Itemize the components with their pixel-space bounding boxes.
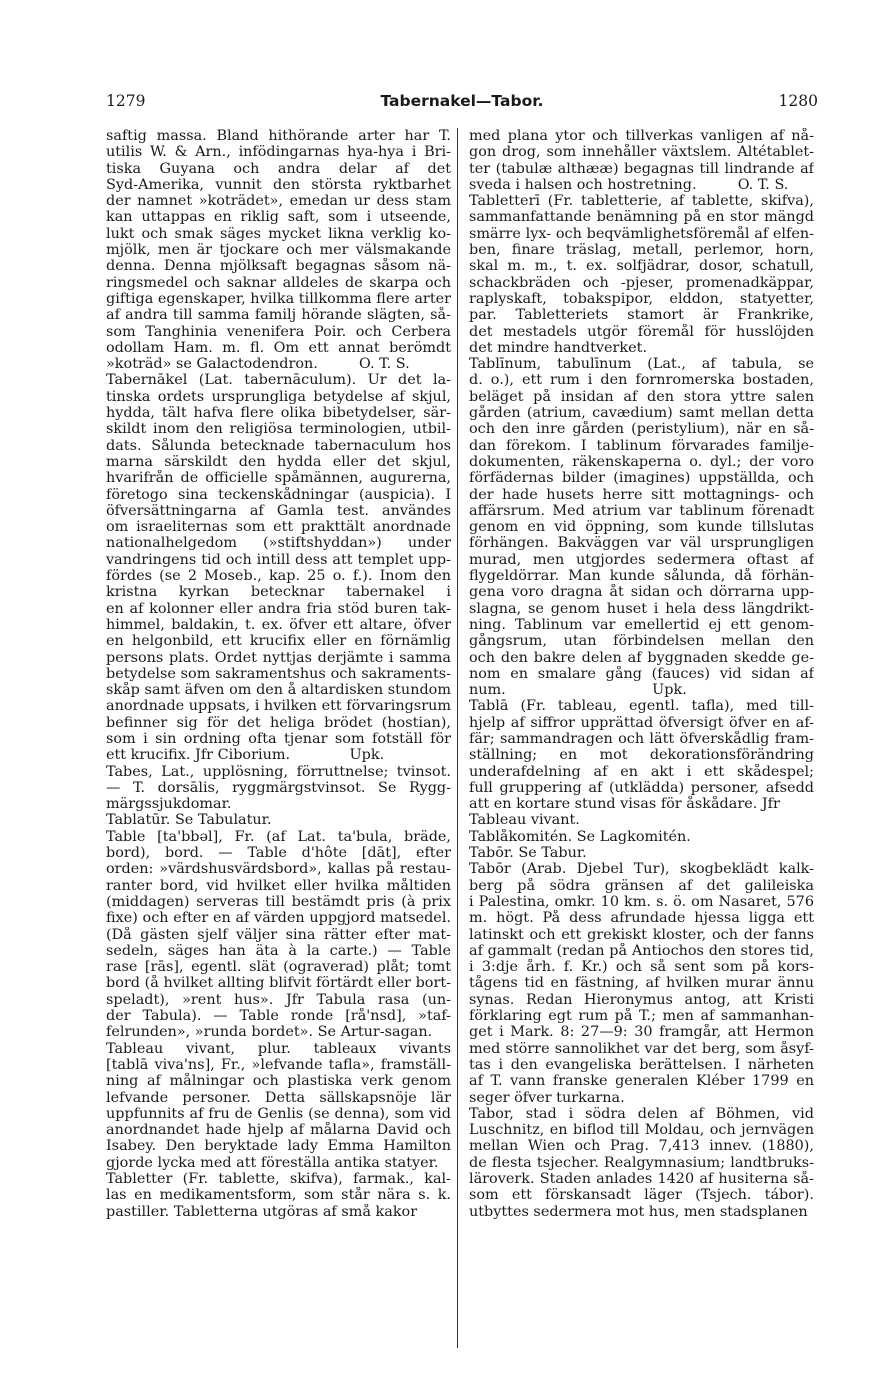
text-line: mjölk, men är tjockare och mer välsmakande (106, 242, 451, 259)
text-line: uppfunnits af fru de Genlis (se denna), som vid (106, 1105, 451, 1122)
text-line: fixe) och efter en af värden uppgjord matsedel. (106, 910, 451, 927)
text-line: utbyttes sedermera mot hus, men stadsplanen (469, 1203, 808, 1220)
text-line: get i Mark. 8: 27—9: 30 framgår, att Hermon (469, 1024, 814, 1041)
text-line: ter (tabulæ althææ) begagnas till lindrande af (469, 160, 814, 177)
text-line: odollam Ham. m. fl. Om ett annat berömdt (106, 339, 451, 356)
text-line: nationalhelgedom (»stiftshyddan») under (106, 535, 451, 552)
text-line: himmel, baldakin, t. ex. öfver ett altare, öfver (106, 616, 451, 633)
text-line: att en kortare stund visas för åskådare. Jfr (469, 796, 780, 813)
text-line: det mestadels utgör föremål för husslöjden (469, 323, 814, 340)
text-line: af andra till samma familj hörande slägten, så- (106, 307, 451, 324)
text-line: lukt och smak säges mycket likna verklig ko- (106, 225, 451, 242)
text-line: Tabōr. Se Tabur. (469, 845, 587, 862)
text-line: som Tanghinia venenifera Poir. och Cerbera (106, 323, 451, 340)
text-line: underafdelning af en akt i ett skådespel; (469, 763, 814, 780)
text-line: sedeln, säges han äta à la carte.) — Table (106, 942, 451, 959)
text-line: Isabey. Den beryktade lady Emma Hamilton (106, 1138, 451, 1155)
text-line: orden: »värdshusvärdsbord», kallas på restau- (106, 861, 451, 878)
text-line: d. o.), ett rum i den fornromerska bostaden, (469, 372, 814, 389)
page-header (106, 92, 818, 112)
text-line: skal m. m., t. ex. solfjädrar, dosor, schatull, (469, 258, 814, 275)
text-line: Tabor, stad i södra delen af Böhmen, vid (469, 1105, 814, 1122)
text-line: sammanfattande benämning på en stor mängd (469, 209, 814, 226)
text-line: nom en smalare gång (fauces) vid sidan af (469, 665, 814, 682)
text-line: tinska ordets ursprungliga betydelse af skjul, (106, 388, 451, 405)
text-line: ett krucifix. Jfr Ciborium. Upk. (106, 747, 385, 764)
text-line: märgssjukdomar. (106, 796, 232, 813)
text-line: der hade husets herre sitt mottagnings- och (469, 486, 814, 503)
text-line: vandringens tid och intill dess att templet upp- (106, 551, 451, 568)
text-line: hjelp af siffror upprättad öfversigt öfver en af- (469, 714, 814, 731)
text-line: Tabernākel (Lat. tabernāculum). Ur det la- (106, 372, 451, 389)
text-line: murad, men utgjordes sedermera oftast af (469, 551, 814, 568)
text-line: Syd-Amerika, vunnit den största ryktbarhet (106, 176, 451, 193)
text-line: synas. Redan Hieronymus antog, att Kristi (469, 991, 814, 1008)
running-title: Tabernakel—Tabor. (380, 92, 544, 110)
text-line: rase [rās], egentl. slät (ograverad) plåt; tomt (106, 959, 451, 976)
text-line: förklaring egt rum på T.; men af sammanhan- (469, 1008, 814, 1025)
text-line: »koträd» se Galactodendron. O. T. S. (106, 356, 410, 373)
text-line: i 3:dje årh. f. Kr.) och så sent som på kors- (469, 959, 814, 976)
text-line: skildt inom den religiösa terminologien, utbil- (106, 421, 451, 438)
text-line: persons plats. Ordet nyttjas derjämte i samma (106, 649, 451, 666)
text-line: och den bakre delen af byggnaden skedde ge- (469, 649, 814, 666)
text-line: läroverk. Staden anlades 1420 af husiterna så- (469, 1171, 814, 1187)
text-line: med större sannolikhet var det berg, som åsyf- (469, 1040, 814, 1057)
text-line: betydelse som sakramentshus och sakraments- (106, 665, 451, 682)
text-line: anordnandet hade hjelp af målarna David och (106, 1122, 451, 1139)
text-line: Tableau vivant, plur. tableaux vivants (106, 1040, 451, 1057)
text-line: der Tabula). — Table ronde [rå'nsd], »taf- (106, 1008, 451, 1025)
text-line: felrunden», »runda bordet». Se Artur-sagan. (106, 1024, 433, 1041)
text-line: num. Upk. (469, 682, 687, 699)
text-line: ben, finare träslag, metall, perlemor, horn, (469, 242, 814, 259)
text-line: anordnade uppsats, i hvilken ett förvaringsrum (106, 698, 451, 715)
text-line: gården (atrium, cavædium) samt mellan detta (469, 405, 814, 422)
text-line: m. högt. På dess afrundade hjessa ligga ett (469, 910, 814, 927)
column-divider (457, 128, 458, 1348)
text-line: Tabletterī (Fr. tabletterie, af tablette, skifva), (469, 193, 814, 210)
text-line: dokumenten, räkenskaperna o. dyl.; der voro (469, 453, 814, 470)
text-line: Tablā (Fr. tableau, egentl. tafla), med till- (469, 698, 814, 715)
text-line: i Palestina, omkr. 10 km. s. ö. om Nasaret, 576 (469, 893, 814, 910)
text-line: ringsmedel och saknar alldeles de skarpa och (106, 274, 451, 291)
text-line: med plana ytor och tillverkas vanligen af nå- (469, 128, 814, 144)
text-line: hvarifrån de officielle spåmännen, augurerna, (106, 470, 451, 487)
text-line: gångsrum, utan förbindelsen mellan den (469, 633, 814, 650)
text-line: ställning; en mot dekorationsförändring (469, 747, 814, 764)
text-line: de flesta tsjecher. Realgymnasium; landtbruks- (469, 1154, 814, 1171)
text-line: flygeldörrar. Man kunde sålunda, då förhän- (469, 568, 814, 585)
text-line: speladt), »rent hus». Jfr Tabula rasa (un- (106, 991, 451, 1008)
text-line: gjorde lycka med att föreställa antika statyer. (106, 1154, 439, 1171)
text-line: företogo sina teckenskådningar (auspicia). I (106, 486, 451, 503)
text-line: utilis W. & Arn., infödingarnas hya-hya i Bri- (106, 144, 451, 161)
text-line: raplyskaft, tobakspipor, elddon, statyetter, (469, 290, 814, 307)
text-line: som i sin ordning ofta tjenar som fotställ för (106, 730, 451, 747)
text-line: som ett förskansadt läger (Tsjech. tábor). (469, 1187, 814, 1204)
text-line: saftig massa. Bland hithörande arter har T. (106, 128, 451, 144)
text-line: Tablåkomitén. Se Lagkomitén. (469, 828, 691, 845)
text-line: slagna, se genom huset i hela dess längdrikt- (469, 600, 814, 617)
text-line: denna. Denna mjölksaft begagnas såsom nä- (106, 258, 451, 275)
text-line: och den inre gården (peristylium), när en så- (469, 421, 814, 438)
text-line: förhängen. Bakväggen var väl ursprungligen (469, 535, 814, 552)
text-line: Tablatūr. Se Tabulatur. (106, 812, 272, 829)
text-line: berg på södra gränsen af det galileiska (469, 877, 814, 894)
text-line: ranter bord, vid hvilket eller hvilka måltiden (106, 877, 451, 894)
text-line: [tablā viva'ns], Fr., »lefvande tafla», framställ- (106, 1056, 451, 1073)
text-line: der namnet »koträdet», emedan ur dess stam (106, 193, 451, 210)
text-line: — T. dorsālis, ryggmärgstvinsot. Se Rygg- (106, 779, 451, 796)
page-number-right: 1280 (778, 92, 818, 110)
text-line: full gruppering af (utklädda) personer, afsedd (469, 779, 814, 796)
left-column (106, 128, 451, 1220)
text-line: Tablīnum, tabulīnum (Lat., af tabula, se (469, 356, 814, 373)
text-line: en af kolonner eller andra fria stöd buren tak- (106, 600, 451, 617)
text-line: bord), bord. — Table d'hôte [dāt], efter (106, 845, 451, 862)
page-number-left: 1279 (106, 92, 146, 110)
text-line: (Då gästen sjelf väljer sina rätter efter mat- (106, 926, 451, 943)
text-line: tas i den evangeliska berättelsen. I närheten (469, 1056, 814, 1073)
text-line: marna särskildt den hydda eller det skjul, (106, 453, 451, 470)
text-line: giftiga egenskaper, hvilka tillkomma flere arter (106, 290, 451, 307)
text-line: Tabes, Lat., upplösning, förruttnelse; tvinsot. (106, 763, 451, 780)
text-line: schackbräden och -pjeser, promenadkäppar, (469, 274, 814, 291)
text-line: Tableau vivant. (469, 812, 580, 829)
text-line: Luschnitz, en biflod till Moldau, och jernvägen (469, 1122, 814, 1139)
text-line: förfädernas bilder (imagines) uppställda, och (469, 470, 814, 487)
text-line: dan förekom. I tablinum förvarades familje- (469, 437, 814, 454)
text-line: affärsrum. Med atrium var tablinum förenadt (469, 502, 814, 519)
text-line: tiska Guyana och andra delar af det (106, 160, 451, 177)
text-line: lefvande personer. Detta sällskapsnöje lär (106, 1089, 451, 1106)
text-line: af T. vann franske generalen Kléber 1799 en (469, 1073, 814, 1090)
text-line: pastiller. Tabletterna utgöras af små kakor (106, 1203, 418, 1220)
text-line: befinner sig för det heliga brödet (hostian), (106, 714, 451, 731)
text-line: mellan Wien och Prag. 7,413 innev. (1880), (469, 1138, 814, 1155)
text-line: par. Tabletteriets stamort är Frankrike, (469, 307, 814, 324)
text-line: fär; sammandragen och lätt öfverskådlig fram- (469, 730, 814, 747)
text-line: öfversättningarna af Gamla test. användes (106, 502, 451, 519)
text-line: kan uttappas en riklig saft, som i utseende, (106, 209, 451, 226)
text-line: gena voro dragna åt sidan och dörrarna upp- (469, 584, 814, 601)
text-line: smärre lyx- och beqvämlighetsföremål af elfen- (469, 225, 814, 242)
text-line: tågens tid en fästning, af hvilken murar ännu (469, 975, 814, 992)
text-line: det mindre handtverket. (469, 339, 648, 356)
text-line: (middagen) serveras till bestämdt pris (à prix (106, 893, 451, 910)
text-line: Tabletter (Fr. tablette, skifva), farmak., kal- (106, 1171, 451, 1187)
text-line: om israeliternas som ett prakttält anordnade (106, 519, 451, 536)
text-line: sveda i halsen och hostretning. O. T. S. (469, 176, 789, 193)
text-line: gon drog, som innehåller växtslem. Altétablet- (469, 144, 814, 161)
text-line: latinskt och ett grekiskt kloster, och der fanns (469, 926, 814, 943)
text-line: kristna kyrkan betecknar tabernakel i (106, 584, 451, 601)
text-line: bord (å hvilket allting blifvit förtärdt eller bort- (106, 975, 451, 992)
text-line: fördes (se 2 Moseb., kap. 25 o. f.). Inom den (106, 568, 451, 585)
text-line: skåp samt äfven om den å altardisken stundom (106, 682, 451, 699)
text-line: seger öfver turkarna. (469, 1089, 625, 1106)
text-line: Tabōr (Arab. Djebel Tur), skogbeklädt kalk- (469, 861, 814, 878)
text-line: ning. Tablinum var emellertid ej ett genom- (469, 616, 814, 633)
text-line: genom en vid öppning, som kunde tillslutas (469, 519, 814, 536)
text-line: en helgonbild, ett krucifix eller en förnämlig (106, 633, 451, 650)
text-line: af gammalt (redan på Antiochos den stores tid, (469, 942, 814, 959)
right-column (469, 128, 814, 1220)
text-line: hydda, tält hafva flere olika bibetydelser, sär- (106, 405, 451, 422)
text-line: ning af målningar och plastiska verk genom (106, 1073, 451, 1090)
text-line: dats. Sålunda betecknade tabernaculum hos (106, 437, 451, 454)
text-line: Table [ta'bbəl], Fr. (af Lat. ta'bula, bräde, (106, 828, 451, 845)
text-line: las en medikamentsform, som står nära s. k. (106, 1187, 451, 1204)
text-line: beläget på insidan af den stora yttre salen (469, 388, 814, 405)
